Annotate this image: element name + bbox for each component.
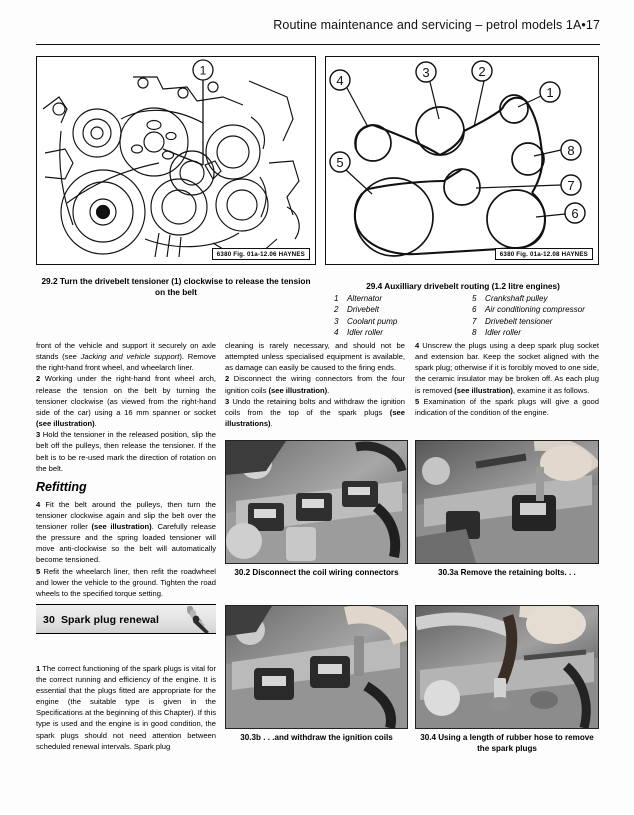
callout-3-label: 3 (422, 65, 430, 80)
page-header (36, 18, 600, 48)
pulley-ac-compressor-6 (487, 190, 545, 248)
callout-1-label: 1 (199, 63, 207, 78)
figure-drivebelt-routing (325, 56, 599, 265)
legend-item: 4 Idler roller (334, 328, 383, 338)
text-column-2 (225, 340, 405, 429)
figure-legend (334, 293, 600, 339)
haynes-figure-tag-left: 6380 Fig. 01a-12.06 HAYNES (212, 248, 310, 260)
belt-routing-diagram (326, 57, 598, 264)
step-3: 3 Undo the retaining bolts and withdraw the ignition coils from the top of the spark plugs (see illustrations). (225, 396, 405, 429)
figure-drivebelt-tensioner (36, 56, 316, 265)
engine-line-drawing (37, 57, 315, 264)
photo-caption-30-4: 30.4 Using a length of rubber hose to remove the spark plugs (420, 733, 594, 753)
photo-rubber-hose-spark-plug (415, 605, 599, 729)
paragraph-continued: front of the vehicle and support it securely on axle stands (see Jacking and vehicle support). Remove the right-hand front wheel, and wheelarch liner. (36, 341, 216, 373)
photo-coil-wiring-connectors (225, 440, 408, 564)
step-1: 1 The correct functioning of the spark plugs is vital for the correct running and efficiency of the engine. It is essential that the plugs fitted are appropriate for the engine (the suitable type is given in the Specifications at the beginning of this Chapter). If this type is used and the engine is in good condition, the spark plugs should not need attention between scheduled renewal intervals. Spark plug (36, 663, 216, 751)
header-divider (36, 44, 600, 45)
haynes-figure-tag-right: 6380 Fig. 01a-12.08 HAYNES (495, 248, 593, 260)
legend-item: 6 Air conditioning compressor (472, 305, 585, 315)
pulley-tensioner-7 (444, 169, 480, 205)
legend-item: 3 Coolant pump (334, 316, 398, 326)
legend-item: 1 Alternator (334, 294, 383, 303)
figure-caption-29-4: 29.4 Auxilliary drivebelt routing (1.2 litre engines) (366, 281, 560, 291)
photo-remove-retaining-bolts (415, 440, 599, 564)
callout-5-label: 5 (336, 155, 344, 170)
page-title: Routine maintenance and servicing – petrol models 1A•17 (273, 18, 600, 32)
photo-caption-30-2: 30.2 Disconnect the coil wiring connectors (234, 568, 399, 577)
figure-caption-29-2: 29.2 Turn the drivebelt tensioner (1) clockwise to release the tension on the belt (41, 276, 311, 298)
step-5: 5 Examination of the spark plugs will give a good indication of the condition of the engine. (415, 396, 599, 417)
text-column-1 (36, 340, 216, 599)
paragraph-continued: cleaning is rarely necessary, and should not be attempted unless specialised equipment is available, as damage can easily be caused to the firing ends. (225, 341, 405, 373)
legend-item: 8 Idler roller (472, 328, 521, 338)
callout-6-label: 6 (571, 206, 579, 221)
callout-1-label: 1 (546, 85, 554, 100)
callout-8-label: 8 (567, 143, 575, 158)
legend-item: 5 Crankshaft pulley (472, 294, 548, 303)
step-4: 4 Unscrew the plugs using a deep spark plug socket and extension bar. Keep the socket aligned with the spark plug; otherwise if it is forcibly moved to one side, the ceramic insulator may be broken off. As each plug is removed (see illustration), examine it as follows. (415, 341, 599, 395)
legend-item: 7 Drivebelt tensioner (472, 316, 553, 326)
step-4: 4 Fit the belt around the pulleys, then turn the tensioner clockwise again and slip the belt over the tensioner roller (see illustration). Carefully release the pressure and the spring loaded tensioner will move anti-clockwise so the belt will automatically become tensioned. (36, 499, 217, 565)
photo-caption-30-3b: 30.3b . . .and withdraw the ignition coils (240, 733, 393, 742)
text-column-3 (415, 340, 599, 418)
step-2: 2 Working under the right-hand front wheel arch, release the tension on the belt by turning the tensioner clockwise (as viewed from the right-hand side of the car) using a 16 mm spanner or socket (see illustration). (36, 374, 216, 429)
legend-item: 2 Drivebelt (334, 305, 379, 315)
photo-caption-30-3a: 30.3a Remove the retaining bolts. . . (438, 568, 576, 577)
subheading-refitting: Refitting (36, 479, 87, 494)
section-header-30 (36, 604, 216, 634)
callout-2-label: 2 (478, 64, 486, 79)
callout-7-label: 7 (567, 178, 575, 193)
spanner-rating-icon (187, 606, 213, 634)
pulley-idler-8 (512, 143, 544, 175)
pulley-coolant-pump-3 (416, 107, 464, 155)
step-5: 5 Refit the wheelarch liner, then refit the roadwheel and lower the vehicle to the ground. Tighten the road wheels to the specified torque setting. (36, 566, 216, 598)
step-3: 3 Hold the tensioner in the released position, slip the belt off the pulleys, then release the tensioner. If the belt is to be re-used mark the direction of rotation on the belt. (36, 430, 216, 473)
step-2: 2 Disconnect the wiring connectors from the four ignition coils (see illustration). (225, 374, 405, 395)
section-title: 30 Spark plug renewal (43, 614, 160, 626)
callout-4-label: 4 (336, 73, 344, 88)
section-30-body (36, 655, 216, 759)
photo-withdraw-ignition-coils (225, 605, 408, 729)
